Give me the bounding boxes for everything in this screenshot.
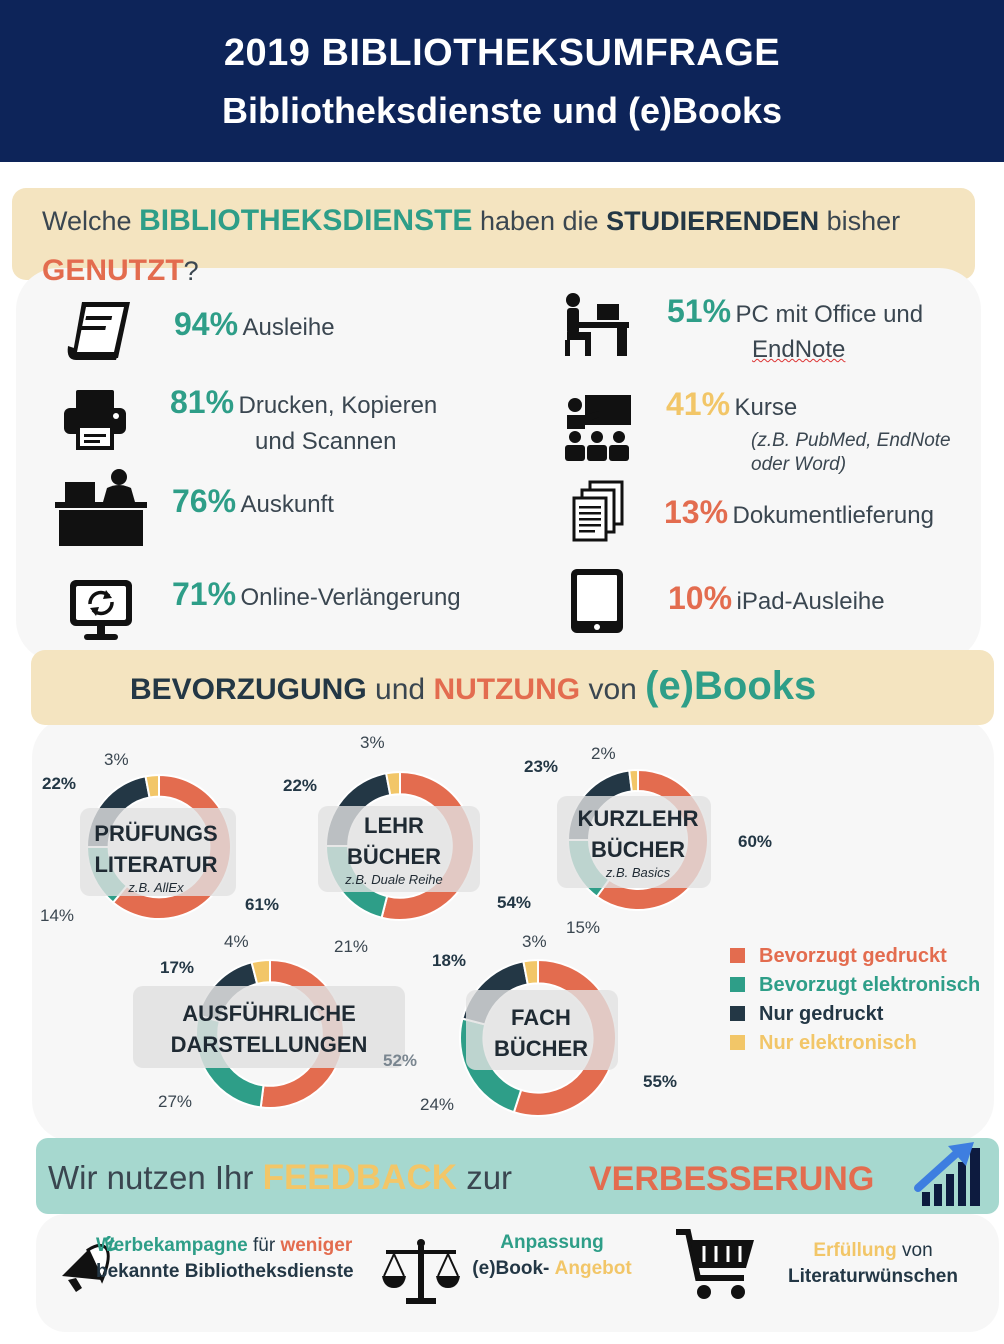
service-label: Dokumentlieferung (732, 502, 934, 529)
chart-title-line: LITERATUR (94, 852, 218, 877)
data-label: 3% (522, 932, 547, 951)
q-services: BIBLIOTHEKSDIENSTE (139, 204, 473, 237)
chart-title-line: DARSTELLUNGEN (170, 1032, 368, 1057)
legend-label: Bevorzugt elektronisch (759, 974, 981, 996)
t-word: von (588, 673, 637, 706)
legend-swatch (730, 1006, 745, 1021)
data-label: 23% (524, 757, 559, 776)
chart-title-line: BÜCHER (493, 1036, 589, 1061)
q-word: haben die (479, 206, 599, 236)
chart-title-line: LEHR (364, 813, 424, 838)
legend-swatch (730, 977, 745, 992)
legend-label: Nur gedruckt (759, 1003, 884, 1025)
t-ebooks: (e)Books (645, 664, 817, 708)
action-adjust (462, 1230, 642, 1282)
legend-item (730, 1003, 883, 1026)
chart-center-label (557, 803, 719, 881)
chart-title-line: AUSFÜHRLICHE (182, 1001, 356, 1026)
t-word: BEVORZUGUNG (130, 673, 367, 706)
service-label: Auskunft (240, 491, 334, 518)
a-word: Anpassung (500, 1232, 604, 1253)
f-feedback: FEEDBACK (262, 1158, 458, 1197)
a-word: Werbekampagne (96, 1235, 248, 1256)
scales-icon (380, 1238, 462, 1306)
data-label: 15% (566, 918, 601, 937)
data-label: 2% (591, 744, 616, 763)
a-word: weniger (280, 1235, 353, 1256)
a-word: (e)Book- (472, 1258, 550, 1279)
f-word: zur (466, 1159, 513, 1196)
q-word: Welche (42, 206, 132, 236)
service-label-line2: und Scannen (255, 428, 397, 455)
service-label: Ausleihe (242, 314, 335, 341)
q-used: GENUTZT (42, 254, 184, 287)
service-note: oder Word) (751, 454, 847, 475)
data-label: 22% (283, 776, 318, 795)
page-title: 2019 BIBLIOTHEKSUMFRAGE (223, 32, 781, 74)
legend-label: Nur elektronisch (759, 1032, 917, 1054)
chart-title-line: PRÜFUNGS (94, 821, 218, 846)
chart-example: z.B. Basics (605, 865, 671, 880)
service-label: PC mit Office und (735, 301, 924, 328)
service-percent: 13% (664, 494, 729, 530)
service-label-line2: EndNote (752, 336, 846, 363)
service-label: iPad-Ausleihe (736, 588, 885, 615)
a-word: für (252, 1235, 276, 1256)
data-label: 27% (158, 1092, 193, 1111)
data-label: 24% (420, 1095, 455, 1114)
page-subtitle: Bibliotheksdienste und (e)Books (221, 90, 783, 131)
chart-center-label (466, 1002, 616, 1064)
data-label: 60% (738, 832, 773, 851)
data-label: 4% (224, 932, 249, 951)
data-label: 54% (497, 893, 532, 912)
data-label: 21% (334, 937, 369, 956)
data-label: 3% (360, 733, 385, 752)
service-note: (z.B. PubMed, EndNote (751, 430, 951, 451)
chart-example: z.B. AllEx (128, 880, 184, 895)
chart-title-line: FACH (511, 1005, 571, 1030)
data-label: 18% (432, 951, 467, 970)
data-label: 14% (40, 906, 75, 925)
data-label: 61% (245, 895, 280, 914)
legend-item (730, 1032, 917, 1055)
feedback-title (48, 1158, 512, 1198)
a-word: Erfüllung (813, 1240, 897, 1261)
chart-example: z.B. Duale Reihe (345, 872, 443, 887)
service-percent: 41% (666, 386, 731, 422)
service-percent: 94% (174, 306, 239, 342)
legend-label: Bevorzugt gedruckt (759, 945, 947, 967)
q-word: bisher (826, 206, 901, 236)
chart-center-label (318, 810, 470, 888)
legend-swatch (730, 948, 745, 963)
a-word: von (902, 1240, 933, 1261)
t-word: und (375, 673, 426, 706)
growth-chart-icon (914, 1142, 988, 1208)
a-word: Literaturwünschen (788, 1266, 958, 1287)
shopping-cart-icon (674, 1228, 756, 1302)
f-word: Wir nutzen Ihr (48, 1159, 254, 1196)
legend-item (730, 945, 947, 968)
chart-title-line: BÜCHER (346, 844, 442, 869)
action-campaign (96, 1233, 354, 1285)
service-percent: 76% (172, 483, 237, 519)
a-word: bekannte Bibliotheksdienste (96, 1261, 354, 1282)
data-label: 3% (104, 750, 129, 769)
chart-title-line: KURZLEHR (577, 806, 699, 831)
data-label: 17% (160, 958, 195, 977)
data-label: 55% (643, 1072, 678, 1091)
q-students: STUDIERENDEN (606, 206, 820, 236)
f-improvement: VERBESSERUNG (589, 1160, 875, 1198)
service-label: Online-Verlängerung (240, 584, 461, 611)
data-label: 52% (383, 1051, 418, 1070)
data-label: 22% (42, 774, 77, 793)
action-fulfill (780, 1238, 966, 1290)
service-percent: 51% (667, 293, 732, 329)
service-label: Kurse (734, 394, 798, 421)
chart-center-label (80, 818, 232, 896)
t-word: NUTZUNG (433, 673, 581, 706)
service-percent: 71% (172, 576, 237, 612)
chart-title-line: BÜCHER (590, 837, 686, 862)
service-percent: 81% (170, 384, 235, 420)
q-mark: ? (183, 256, 199, 286)
legend-item (730, 974, 980, 997)
service-percent: 10% (668, 580, 733, 616)
legend-swatch (730, 1035, 745, 1050)
a-word: Angebot (554, 1258, 632, 1279)
chart-center-label (133, 998, 405, 1060)
donut-segment-nur-elektronisch (629, 770, 638, 791)
service-label: Drucken, Kopieren (238, 392, 438, 419)
